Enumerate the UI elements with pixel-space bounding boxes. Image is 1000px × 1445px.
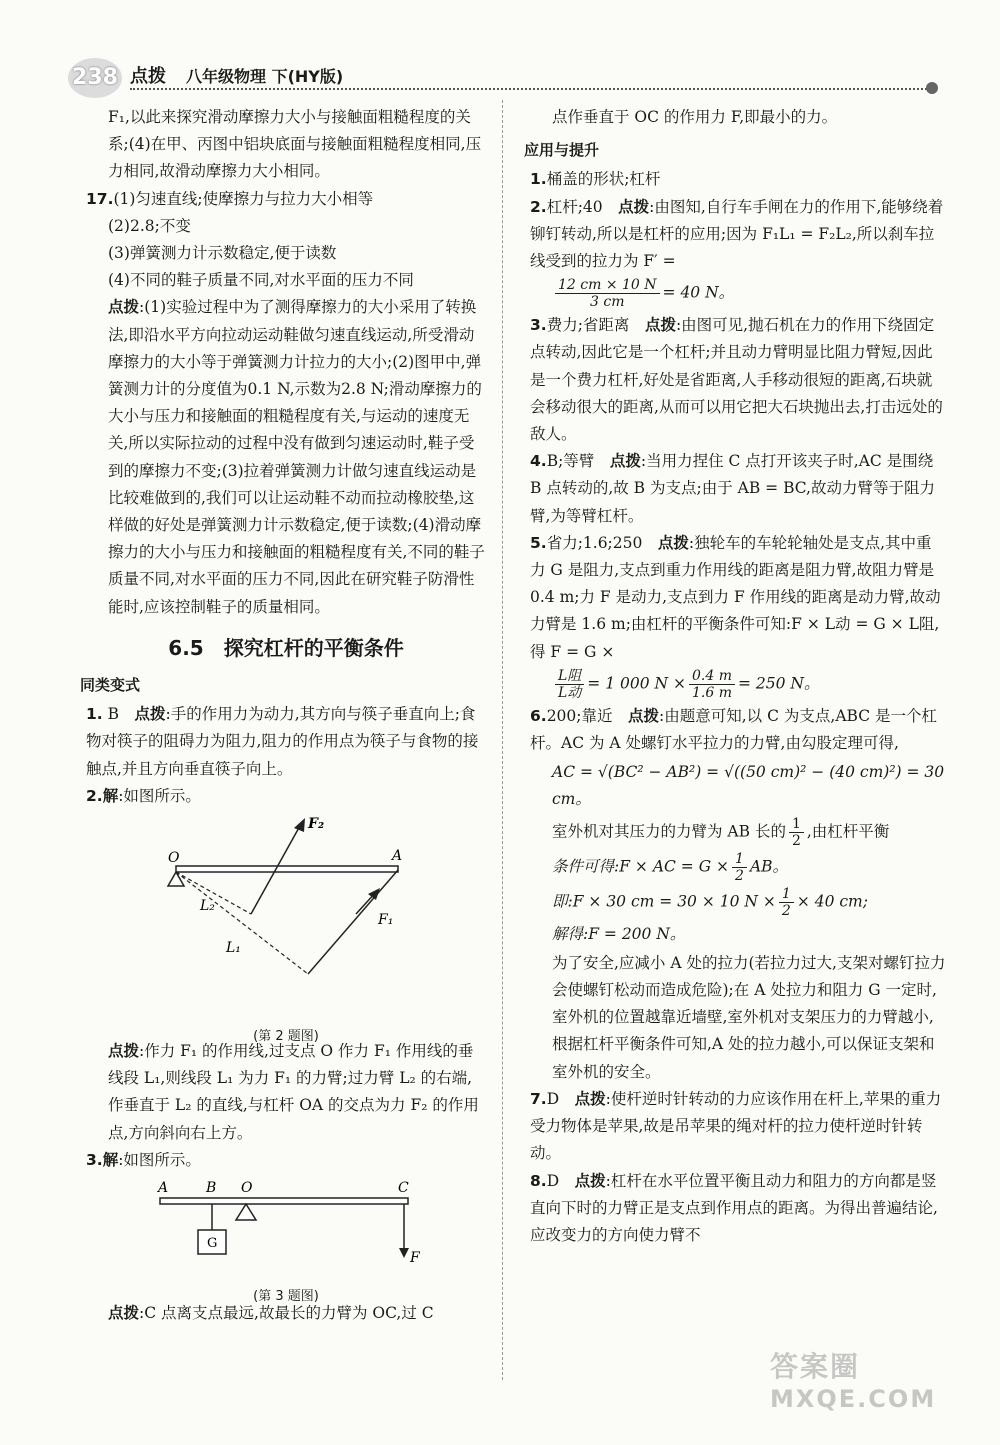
page-number: 238	[68, 58, 122, 98]
label-A: A	[392, 848, 403, 865]
q5-formula: $\frac{\text{L阻}}{\text{L动}}$ = 1 000 N × $\frac{0.4 m}{1.6 m}$ = 250 N。	[530, 668, 946, 701]
fraction: $\frac{12 cm \times 10 N}{3 cm}$	[555, 277, 660, 310]
question-3: 3.解:如图所示。	[86, 1150, 201, 1169]
continued-text: F₁,以此来探究滑动摩擦力大小与接触面粗糙程度的关系;(4)在甲、丙图中铝块底面与接触面粗糙程度相同,压力相同,故滑动摩擦力大小相同。	[108, 108, 482, 181]
same-type-heading: 同类变式	[80, 676, 141, 695]
r-question-4: 4.B;等臂 点拨:当用力捏住 C 点打开该夹子时,AC 是围绕 B 点转动的,故 B 为支点;由于 AB = BC,故动力臂等于阻力臂,为等臂杠杆。	[530, 452, 935, 525]
brand-name: 点拨	[130, 66, 166, 87]
label-O: O	[241, 1180, 253, 1197]
r-question-6: 6.200;靠近 点拨:由题意可知,以 C 为支点,ABC 是一个杠杆。AC 为 A 处螺钉水平拉力的力臂,由勾股定理可得,	[530, 706, 937, 753]
r-question-3: 3.费力;省距离 点拨:由图可见,抛石机在力的作用下绕固定点转动,因此它是一个杠杆;并且动力臂明显比阻力臂短,因此是一个费力杠杆,好处是省距离,人手移动很短的距离,石块就会移动很大的距离,从而可以用它把大石块抛出去,打击远处的敌人。	[530, 316, 943, 444]
q3-tip: 点拨:C 点离支点最远,故最长的力臂为 OC,过 C	[108, 1304, 434, 1323]
r-question-7: 7.D 点拨:使杆逆时针转动的力应该作用在杆上,苹果的重力受力物体是苹果,故是吊苹果的绳对杆的拉力使杆逆时针转动。	[530, 1089, 942, 1163]
label-F1: F₁	[378, 912, 394, 929]
label-G: G	[207, 1236, 218, 1252]
force-arrow-icon	[399, 1248, 409, 1258]
label-B: B	[206, 1180, 217, 1197]
lever-diagram-q2	[86, 814, 486, 1014]
left-column	[80, 104, 486, 1327]
pivot-icon	[168, 872, 184, 886]
question-17: 17.(1)匀速直线;使摩擦力与拉力大小相等	[86, 189, 374, 208]
q6-line5: 解得:F = 200 N。	[552, 924, 686, 943]
label-O: O	[168, 850, 180, 867]
question-2: 2.解:如图所示。	[86, 786, 201, 805]
q6-line4: 即:F × 30 cm = 30 × 10 N × $\frac{1}{2}$ × 40 cm;	[552, 885, 868, 919]
q17-tip: 点拨:(1)实验过程中为了测得摩擦力的大小采用了转换法,即沿水平方向拉动运动鞋做匀速直线运动,所受滑动摩擦力的大小等于弹簧测力计拉力的大小;(2)图甲中,弹簧测力计的分度值为0.1 N,示数为2.8 N;滑动摩擦力的大小与压力和接触面的粗糙程度有关,与运动的速度无关,所以实际拉动的过程中没有做到匀速运动时,鞋子受到的摩擦力不变;(3)拉着弹簧测力计做匀速直线运动是比较难做到的,我们可以让运动鞋不动而拉动橡胶垫,这样做的好处是弹簧测力计示数稳定,便于读数;(4)滑动摩擦力的大小与压力和接触面的粗糙程度有关,不同的鞋子质量不同,对水平面的压力不同,因此在研究鞋子防滑性能时,应该控制鞋子的质量相同。	[108, 298, 485, 616]
watermark-line-1: 答案圈	[770, 1350, 861, 1383]
figure-caption-q3: (第 3 题图)	[253, 1289, 319, 1305]
section-title: 6.5 探究杠杆的平衡条件	[168, 635, 404, 660]
r-question-8: 8.D 点拨:杠杆在水平位置平衡且动力和阻力的方向都是竖直向下时的力臂正是支点到作用点的距离。为得出普遍结论,应改变力的方向使力臂不	[530, 1171, 938, 1244]
figure-q3	[86, 1178, 486, 1305]
header-dot-icon	[926, 82, 938, 94]
label-F2: F₂	[308, 816, 325, 833]
f2-arrow-icon	[294, 818, 305, 832]
q17-answer-2: (2)2.8;不变	[108, 216, 191, 235]
right-column	[524, 104, 946, 1249]
label-F: F	[410, 1250, 420, 1267]
q17-answer-4: (4)不同的鞋子质量不同,对水平面的压力不同	[108, 271, 414, 290]
column-divider	[502, 100, 503, 1380]
figure-q2	[86, 814, 486, 1045]
figure-caption-q2: (第 2 题图)	[253, 1029, 319, 1045]
lever-diagram-q3	[86, 1178, 486, 1274]
pivot-icon	[236, 1204, 256, 1220]
continued-text: 点作垂直于 OC 的作用力 F,即最小的力。	[552, 108, 838, 126]
q17-answer-3: (3)弹簧测力计示数稳定,便于读数	[108, 244, 337, 263]
q2-formula: $\frac{12 cm \times 10 N}{3 cm}$ = 40 N。	[530, 277, 946, 310]
r-question-1: 1.桶盖的形状;杠杆	[530, 170, 661, 189]
q2-tip: 点拨:作力 F₁ 的作用线,过支点 O 作力 F₁ 作用线的垂线段 L₁,则线段 L₁ 为力 F₁ 的力臂;过力臂 L₂ 的右端,作垂直于 L₂ 的直线,与杠杆 OA 的交点为力 F₂ 的作用点,方向斜向右上方。	[108, 1042, 479, 1142]
q6-line2: 室外机对其压力的力臂为 AB 长的 $\frac{1}{2}$ ,由杠杆平衡	[552, 815, 890, 849]
book-title: 八年级物理 下(HY版)	[186, 67, 344, 86]
header-rule	[130, 88, 930, 90]
label-L1: L₁	[226, 940, 241, 957]
apply-heading: 应用与提升	[524, 141, 600, 160]
label-A: A	[158, 1180, 169, 1197]
watermark	[770, 1345, 980, 1445]
label-C: C	[398, 1180, 409, 1197]
watermark-line-2: MXQE.COM	[770, 1385, 937, 1413]
label-L2: L₂	[200, 898, 215, 915]
lever-bar	[176, 866, 398, 872]
q6-eq1: AC = √(BC² − AB²) = √((50 cm)² − (40 cm)²) = 30 cm。	[552, 763, 945, 809]
r-question-5: 5.省力;1.6;250 点拨:独轮车的车轮轮轴处是支点,其中重力 G 是阻力,支点到重力作用线的距离是阻力臂,故阻力臂是 0.4 m;力 F 是动力,支点到力 F 作用线的距离是动力臂,故动力臂是 1.6 m;由杠杆的平衡条件可知:F × L动 = G × L阻,得 F = G ×	[530, 533, 941, 661]
r-question-2: 2.杠杆;40 点拨:由图知,自行车手闸在力的作用下,能够绕着铆钉转动,所以是杠杆的应用;因为 F₁L₁ = F₂L₂,所以刹车拉线受到的拉力为 F′ =	[530, 197, 944, 271]
q6-line3: 条件可得:F × AC = G × $\frac{1}{2}$ AB。	[552, 850, 789, 884]
q6-rest: 为了安全,应减小 A 处的拉力(若拉力过大,支架对螺钉拉力会使螺钉松动而造成危险);在 A 处拉力和阻力 G 一定时,室外机的位置越靠近墙壁,室外机对支架压力的力臂越小,根据杠杆平衡条件可知,A 处的拉力越小,可以保证支架和室外机的安全。	[552, 953, 946, 1081]
question-1: 1. B 点拨:手的作用力为动力,其方向与筷子垂直向上;食物对筷子的阻碍力为阻力,阻力的作用点为筷子与食物的接触点,并且方向垂直筷子向上。	[86, 705, 479, 778]
lever-bar	[160, 1198, 408, 1204]
